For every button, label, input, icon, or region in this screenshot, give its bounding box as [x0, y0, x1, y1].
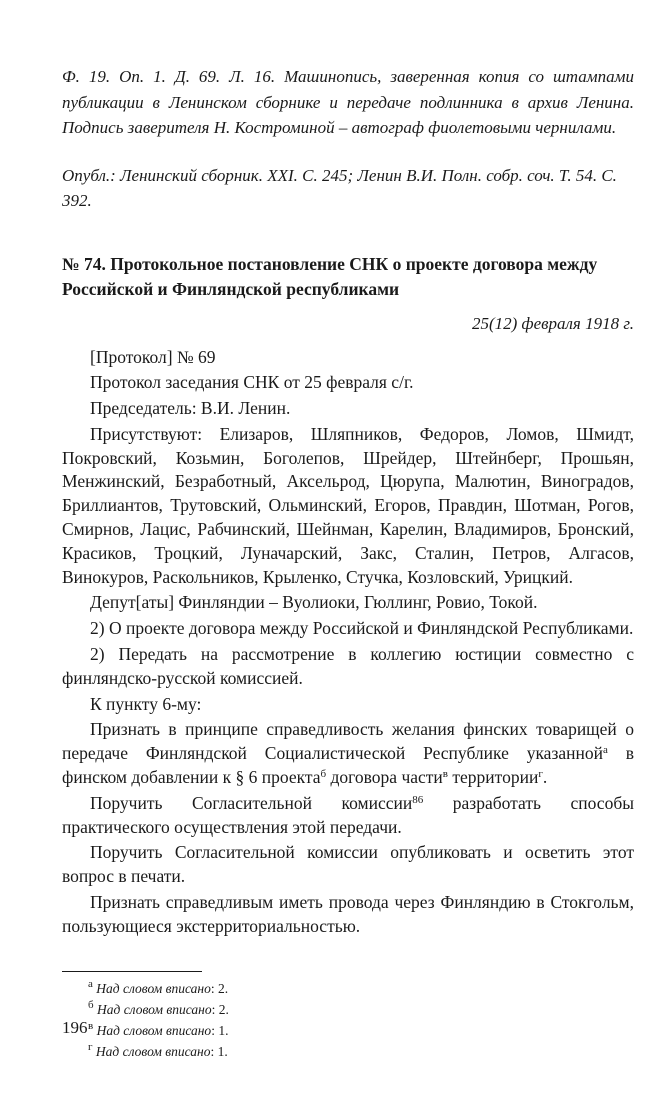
document-date: 25(12) февраля 1918 г.	[471, 313, 634, 333]
paragraph-text: разработать способы практического осуществления этой передачи.	[62, 792, 634, 837]
document-body	[62, 346, 634, 939]
wires-paragraph: Признать справедливым иметь провода через Финляндию в Стокгольм, пользующиеся экстерриториальностью.	[62, 892, 634, 936]
footnote-item: $^в$ Над словом вписано: 1.	[88, 1019, 229, 1038]
footnote-marker: б	[320, 768, 327, 781]
chairman-line: Председатель: В.И. Ленин.	[90, 398, 291, 419]
footnotes	[62, 978, 634, 1062]
territory-paragraph	[62, 718, 634, 789]
endnote-marker: 86	[412, 793, 424, 806]
footnote-marker: в	[442, 768, 448, 781]
footnote-marker: г	[538, 768, 543, 781]
page-number: 196	[62, 1018, 88, 1037]
footnote-divider	[62, 971, 202, 972]
commission-paragraph	[62, 792, 634, 840]
paragraph-text: Поручить Согласительной комиссии	[90, 792, 413, 813]
publication-paragraph: Поручить Согласительной комиссии опубликовать и осветить этот вопрос в печати.	[62, 842, 634, 887]
resolution-item: 2) Передать на рассмотрение в коллегию юстиции совместно с финляндско-русской комиссией.	[62, 644, 634, 688]
paragraph-text: договора части	[326, 767, 443, 788]
paragraph-text: .	[542, 767, 548, 788]
attendees-paragraph: Присутствуют: Елизаров, Шляпников, Федоров, Ломов, Шмидт, Покровский, Козьмин, Боголепов, Шрейдер, Штейнберг, Прошьян, Менжинский, Безработный, Аксельрод, Цюрупа, Малютин, Виноградов, Бриллиантов, Трутовский, Ольминский, Егоров, Правдин, Шотман, Рогов, Смирнов, Лацис, Рабчинский, Шейнман, Карелин, Владимиров, Бронский, Красиков, Троцкий, Луначарский, Закс, Сталин, Петров, Алгасов, Винокуров, Раскольников, Крыленко, Стучка, Козловский, Урицкий.	[62, 423, 634, 587]
paragraph-text: территории	[448, 767, 539, 788]
footnote-item: $^г$ Над словом вписано: 1.	[88, 1040, 228, 1059]
paragraph-text: в финском добавлении к § 6 проекта	[62, 743, 634, 788]
protocol-heading: Протокол заседания СНК от 25 февраля с/г.	[90, 372, 414, 393]
footnote-marker: а	[602, 744, 608, 757]
finland-deputies-line: Депут[аты] Финляндии – Вуолиоки, Гюллинг, Ровио, Токой.	[90, 592, 538, 613]
document-page	[62, 64, 634, 1062]
footnote-item: $^а$ Над словом вписано: 2.	[88, 977, 229, 996]
publication-note: Опубл.: Ленинский сборник. XXI. С. 245; Ленин В.И. Полн. собр. соч. Т. 54. С. 392.	[62, 165, 617, 210]
paragraph-text: Признать в принципе справедливость желания финских товарищей о передаче Финляндской Социалистической Республике указанной	[62, 719, 634, 764]
document-title: № 74. Протокольное постановление СНК о проекте договора между Российской и Финляндской республиками	[62, 253, 598, 299]
archival-source-note: Ф. 19. Оп. 1. Д. 69. Л. 16. Машинопись, заверенная копия со штампами публикации в Ленинском сборнике и передаче подлинника в архив Ленина. Подпись заверителя Н. Костроминой – автограф фиолетовыми чернилами.	[62, 67, 634, 137]
protocol-number: [Протокол] № 69	[90, 346, 216, 367]
point-heading: К пункту 6-му:	[90, 693, 202, 714]
footnote-item: $^б$ Над словом вписано: 2.	[88, 998, 229, 1017]
agenda-item: 2) О проекте договора между Российской и Финляндской Республиками.	[90, 618, 634, 639]
